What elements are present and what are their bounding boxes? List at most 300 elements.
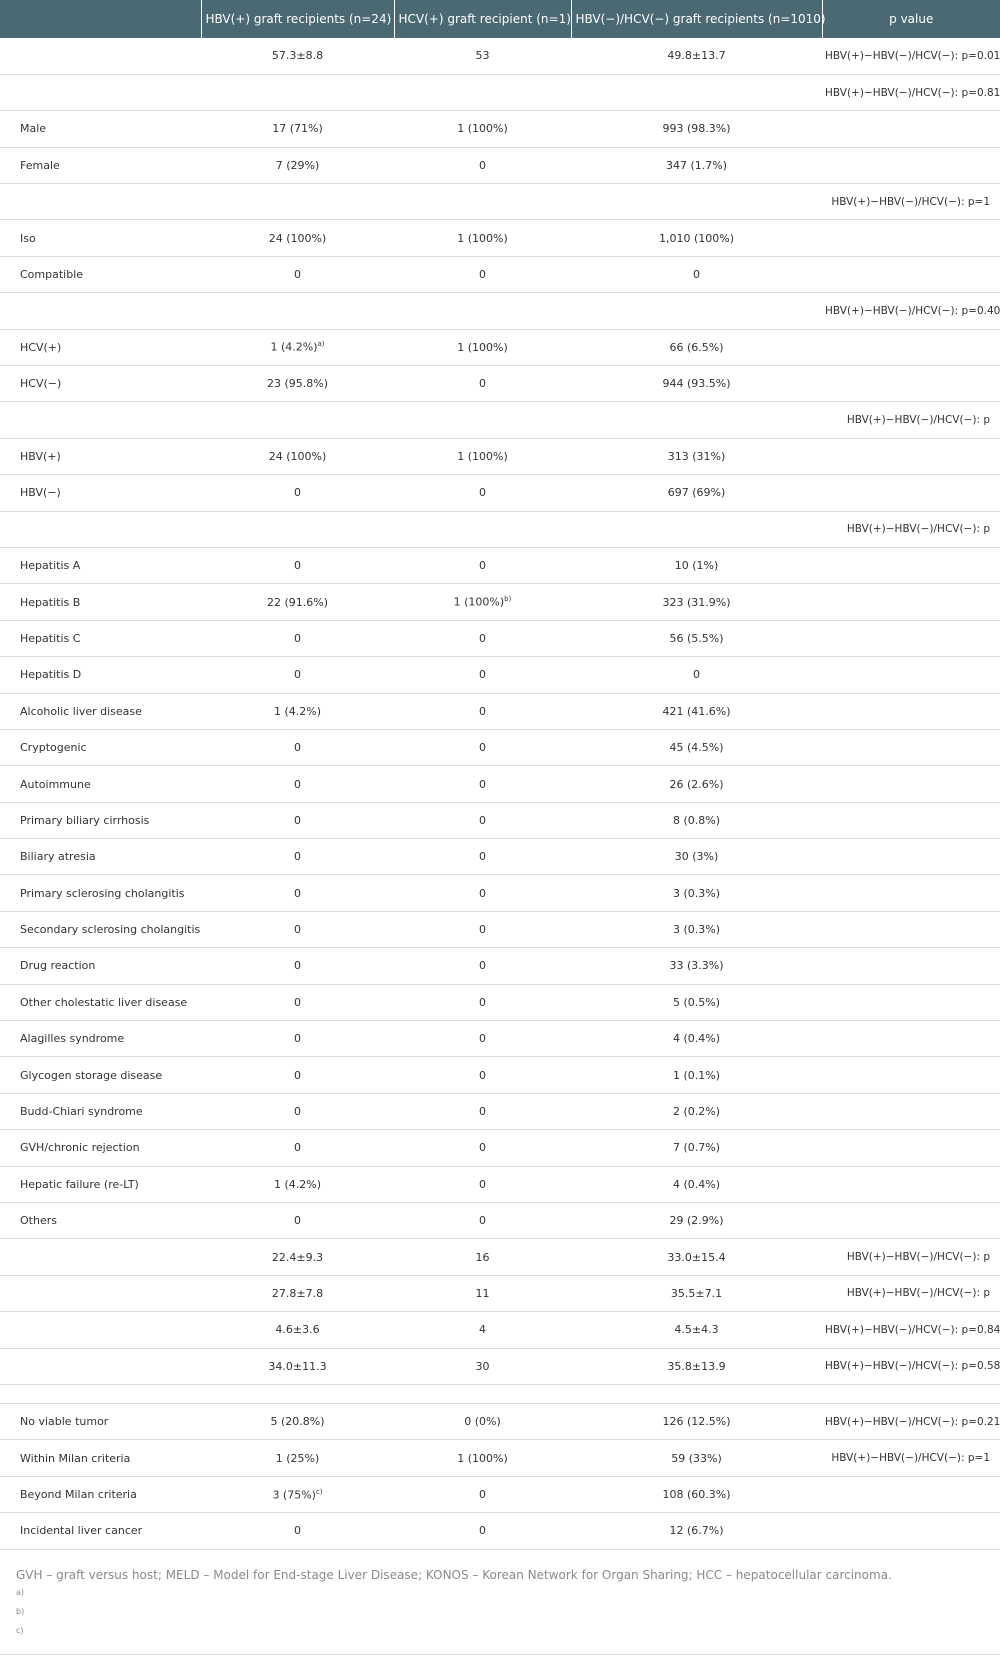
p-value-cell — [822, 1166, 1000, 1202]
hcv-positive-cell-text: 53 — [475, 49, 490, 63]
hbv-positive-cell — [201, 1203, 394, 1239]
row-label-cell — [0, 475, 201, 511]
negative-cell — [571, 1403, 822, 1439]
p-value-cell-text: HBV(+)−HBV(−)/HCV(−): p=0.21 — [825, 1415, 1000, 1428]
row-label-cell-text: Primary sclerosing cholangitis — [20, 886, 185, 900]
hcv-positive-cell — [394, 184, 571, 220]
table-row — [0, 948, 1000, 984]
negative-cell — [571, 948, 822, 984]
hcv-positive-cell-text: 0 — [479, 377, 486, 391]
hcv-positive-cell — [394, 329, 571, 365]
row-label-cell — [0, 147, 201, 183]
table-row — [0, 438, 1000, 474]
negative-cell — [571, 584, 822, 620]
row-label-cell-text: HBV(−) — [20, 486, 61, 500]
negative-cell-text: 66 (6.5%) — [669, 340, 724, 354]
table-row — [0, 293, 1000, 329]
hcv-positive-cell — [394, 74, 571, 110]
hcv-positive-cell — [394, 366, 571, 402]
hbv-positive-cell — [201, 584, 394, 620]
table-row — [0, 147, 1000, 183]
negative-cell-text: 30 (3%) — [674, 850, 719, 864]
negative-cell-text: 56 (5.5%) — [669, 631, 724, 645]
negative-cell-text: 49.8±13.7 — [667, 49, 726, 63]
negative-cell — [571, 1513, 822, 1549]
negative-cell — [571, 984, 822, 1020]
hcv-positive-cell — [394, 256, 571, 292]
p-value-cell — [822, 802, 1000, 838]
row-label-cell — [0, 911, 201, 947]
hbv-positive-cell — [201, 1021, 394, 1057]
p-value-cell-text: HBV(+)−HBV(−)/HCV(−): p=0.84 — [825, 1323, 1000, 1336]
hcv-positive-cell — [394, 475, 571, 511]
table-row — [0, 839, 1000, 875]
spacer-row — [0, 1384, 1000, 1403]
table-row — [0, 657, 1000, 693]
row-label-cell-text: Drug reaction — [20, 959, 96, 973]
row-label-cell-text: GVH/chronic rejection — [20, 1141, 140, 1155]
p-value-cell — [822, 948, 1000, 984]
p-value-cell — [822, 184, 1000, 220]
p-value-cell-text: HBV(+)−HBV(−)/HCV(−): p=0.58 — [825, 1360, 1000, 1373]
hbv-positive-cell-text: 0 — [294, 886, 301, 900]
hbv-positive-cell — [201, 1239, 394, 1275]
negative-cell — [571, 111, 822, 147]
hbv-positive-cell-text: 0 — [294, 813, 301, 827]
row-label-cell-text: Alagilles syndrome — [20, 1032, 125, 1046]
row-label-cell-text: Male — [20, 122, 47, 136]
hcv-positive-cell — [394, 1166, 571, 1202]
hbv-positive-cell — [201, 1093, 394, 1129]
p-value-cell — [822, 38, 1000, 74]
hcv-positive-cell — [394, 220, 571, 256]
hbv-positive-cell — [201, 147, 394, 183]
p-value-cell — [822, 1440, 1000, 1476]
p-value-cell — [822, 256, 1000, 292]
hcv-positive-cell-text: 0 — [479, 1524, 486, 1538]
p-value-cell-text: HBV(+)−HBV(−)/HCV(−): p — [846, 1251, 990, 1264]
row-label-cell — [0, 184, 201, 220]
p-value-cell — [822, 766, 1000, 802]
row-label-cell-text: Compatible — [20, 268, 84, 282]
p-value-cell-text: HBV(+)−HBV(−)/HCV(−): p=0.81 — [825, 86, 1000, 99]
hcv-positive-cell-text: 0 — [479, 886, 486, 900]
table-row — [0, 1476, 1000, 1512]
hcv-positive-cell — [394, 438, 571, 474]
negative-cell-text: 323 (31.9%) — [662, 595, 731, 609]
p-value-cell — [822, 220, 1000, 256]
hcv-positive-cell — [394, 38, 571, 74]
negative-cell — [571, 293, 822, 329]
hcv-positive-cell-text: 0 — [479, 813, 486, 827]
hbv-positive-cell-text: 22.4±9.3 — [271, 1250, 324, 1264]
p-value-cell — [822, 511, 1000, 547]
hbv-positive-cell — [201, 293, 394, 329]
row-label-cell — [0, 366, 201, 402]
spacer-cell — [394, 1384, 571, 1403]
row-label-cell — [0, 1093, 201, 1129]
row-label-cell — [0, 1312, 201, 1348]
hcv-positive-cell — [394, 584, 571, 620]
negative-cell-text: 33 (3.3%) — [669, 959, 724, 973]
hbv-positive-cell — [201, 1348, 394, 1384]
hbv-positive-cell-text: 4.6±3.6 — [275, 1323, 320, 1337]
hbv-positive-cell-text: 1 (25%) — [275, 1451, 320, 1465]
spacer-cell — [571, 1384, 822, 1403]
negative-cell-text: 10 (1%) — [674, 559, 719, 573]
negative-cell — [571, 620, 822, 656]
hbv-positive-cell-text: 24 (100%) — [268, 449, 327, 463]
hcv-positive-cell — [394, 875, 571, 911]
table-row — [0, 1348, 1000, 1384]
header-cell-hcv-positive: HCV(+) graft recipient (n=1) — [394, 0, 571, 38]
row-label-cell-text: Alcoholic liver disease — [20, 704, 142, 718]
hbv-positive-cell — [201, 38, 394, 74]
negative-cell — [571, 766, 822, 802]
hbv-positive-cell — [201, 184, 394, 220]
hcv-positive-cell-text: 1 (100%) — [453, 595, 505, 609]
table-row — [0, 729, 1000, 765]
hcv-positive-cell — [394, 1476, 571, 1512]
hcv-positive-cell-text: 0 — [479, 631, 486, 645]
hbv-positive-cell — [201, 875, 394, 911]
row-label-cell — [0, 402, 201, 438]
row-label-cell-text: Hepatitis C — [20, 631, 81, 645]
table-row — [0, 366, 1000, 402]
hcv-positive-cell — [394, 1275, 571, 1311]
hbv-positive-cell-text: 0 — [294, 959, 301, 973]
p-value-cell — [822, 1093, 1000, 1129]
hbv-positive-cell-text: 0 — [294, 777, 301, 791]
p-value-cell — [822, 475, 1000, 511]
hbv-positive-cell — [201, 220, 394, 256]
negative-cell — [571, 1166, 822, 1202]
hcv-positive-cell — [394, 911, 571, 947]
p-value-cell-text: HBV(+)−HBV(−)/HCV(−): p=1 — [831, 195, 990, 208]
negative-cell-text: 944 (93.5%) — [662, 377, 731, 391]
table-row — [0, 1130, 1000, 1166]
row-label-cell — [0, 438, 201, 474]
p-value-cell — [822, 1021, 1000, 1057]
negative-cell — [571, 911, 822, 947]
footnote-a: a) — [16, 1588, 25, 1597]
row-label-cell — [0, 293, 201, 329]
hbv-positive-cell — [201, 74, 394, 110]
negative-cell-text: 993 (98.3%) — [662, 122, 731, 136]
p-value-cell — [822, 111, 1000, 147]
hcv-positive-cell-text: 0 — [479, 704, 486, 718]
p-value-cell — [822, 1312, 1000, 1348]
hbv-positive-cell — [201, 438, 394, 474]
hbv-positive-cell — [201, 1275, 394, 1311]
negative-cell-text: 313 (31%) — [667, 449, 726, 463]
hbv-positive-cell-text: 0 — [294, 559, 301, 573]
row-label-cell — [0, 38, 201, 74]
row-label-cell-text: HBV(+) — [20, 449, 61, 463]
row-label-cell — [0, 1403, 201, 1439]
row-label-cell — [0, 1476, 201, 1512]
row-label-cell — [0, 111, 201, 147]
row-label-cell — [0, 256, 201, 292]
footnote-c: c) — [16, 1626, 24, 1635]
table-footer — [16, 1568, 986, 1643]
row-label-cell-text: Others — [20, 1214, 57, 1228]
row-label-cell — [0, 1239, 201, 1275]
negative-cell — [571, 693, 822, 729]
hbv-positive-cell — [201, 1312, 394, 1348]
hbv-positive-cell-text: 0 — [294, 631, 301, 645]
p-value-cell — [822, 911, 1000, 947]
hbv-positive-cell — [201, 1130, 394, 1166]
negative-cell — [571, 147, 822, 183]
p-value-cell-text: HBV(+)−HBV(−)/HCV(−): p=0.01 — [825, 49, 1000, 62]
negative-cell — [571, 1348, 822, 1384]
p-value-cell-text: HBV(+)−HBV(−)/HCV(−): p — [846, 523, 990, 536]
hcv-positive-cell — [394, 802, 571, 838]
hbv-positive-cell — [201, 329, 394, 365]
negative-cell — [571, 1275, 822, 1311]
table-row — [0, 256, 1000, 292]
footnote-b: b) — [16, 1607, 25, 1616]
p-value-cell — [822, 984, 1000, 1020]
negative-cell — [571, 438, 822, 474]
negative-cell-text: 108 (60.3%) — [662, 1487, 731, 1501]
hbv-positive-cell-text: 0 — [294, 1524, 301, 1538]
header-cell-label — [0, 0, 201, 38]
hbv-positive-cell — [201, 948, 394, 984]
p-value-cell — [822, 1275, 1000, 1311]
hcv-positive-cell — [394, 620, 571, 656]
row-label-cell-text: No viable tumor — [20, 1415, 109, 1429]
hbv-positive-cell — [201, 766, 394, 802]
hbv-positive-cell-text: 24 (100%) — [268, 231, 327, 245]
p-value-cell — [822, 657, 1000, 693]
p-value-cell-text: HBV(+)−HBV(−)/HCV(−): p — [846, 414, 990, 427]
row-label-cell-text: Hepatitis A — [20, 559, 81, 573]
negative-cell — [571, 74, 822, 110]
negative-cell — [571, 220, 822, 256]
hcv-positive-cell-text: 1 (100%) — [457, 231, 508, 245]
negative-cell-text: 29 (2.9%) — [669, 1214, 724, 1228]
hbv-positive-cell-text: 0 — [294, 486, 301, 500]
hbv-positive-cell — [201, 475, 394, 511]
row-label-cell — [0, 74, 201, 110]
negative-cell — [571, 366, 822, 402]
row-label-cell — [0, 547, 201, 583]
hcv-positive-cell — [394, 547, 571, 583]
hcv-positive-cell-text: 0 — [479, 995, 486, 1009]
row-label-cell — [0, 802, 201, 838]
negative-cell — [571, 1130, 822, 1166]
hbv-positive-cell — [201, 1513, 394, 1549]
negative-cell-text: 35.5±7.1 — [670, 1286, 723, 1300]
row-label-cell-text: Hepatitis D — [20, 668, 82, 682]
table-row — [0, 875, 1000, 911]
negative-cell — [571, 475, 822, 511]
row-label-cell — [0, 220, 201, 256]
hcv-positive-cell — [394, 1348, 571, 1384]
hcv-positive-cell — [394, 839, 571, 875]
hbv-positive-cell — [201, 620, 394, 656]
negative-cell — [571, 511, 822, 547]
hcv-positive-cell-text: 0 — [479, 268, 486, 282]
hbv-positive-cell-text: 1 (4.2%) — [270, 341, 318, 355]
table-row — [0, 1021, 1000, 1057]
spacer-cell — [201, 1384, 394, 1403]
hbv-positive-cell-text: 0 — [294, 995, 301, 1009]
header-row — [0, 0, 1000, 38]
p-value-cell — [822, 1203, 1000, 1239]
hbv-positive-cell — [201, 1166, 394, 1202]
hbv-positive-cell — [201, 256, 394, 292]
hcv-positive-cell-text: 0 — [479, 1068, 486, 1082]
table-row — [0, 511, 1000, 547]
hcv-positive-cell — [394, 657, 571, 693]
hcv-positive-cell-text: 4 — [479, 1323, 486, 1337]
negative-cell — [571, 38, 822, 74]
negative-cell — [571, 729, 822, 765]
p-value-cell — [822, 875, 1000, 911]
hcv-positive-cell — [394, 293, 571, 329]
hbv-positive-cell-text: 0 — [294, 1032, 301, 1046]
hbv-positive-cell — [201, 1057, 394, 1093]
hcv-positive-cell — [394, 1403, 571, 1439]
negative-cell-text: 126 (12.5%) — [662, 1415, 731, 1429]
row-label-cell-text: Autoimmune — [20, 777, 91, 791]
row-label-cell-text: Biliary atresia — [20, 850, 96, 864]
hbv-positive-cell-text: 0 — [294, 268, 301, 282]
table-row — [0, 184, 1000, 220]
row-label-cell — [0, 984, 201, 1020]
table-row — [0, 1275, 1000, 1311]
hbv-positive-cell-text: 23 (95.8%) — [266, 377, 329, 391]
hcv-positive-cell — [394, 1057, 571, 1093]
hcv-positive-cell — [394, 111, 571, 147]
row-label-cell-text: Glycogen storage disease — [20, 1068, 163, 1082]
hcv-positive-cell-text: 0 — [479, 959, 486, 973]
p-value-cell — [822, 1476, 1000, 1512]
p-value-cell — [822, 1348, 1000, 1384]
row-label-cell — [0, 1275, 201, 1311]
negative-cell-text: 0 — [693, 268, 700, 282]
negative-cell — [571, 1203, 822, 1239]
hcv-positive-cell-text: 1 (100%) — [457, 1451, 508, 1465]
hcv-positive-cell-text: 16 — [475, 1250, 490, 1264]
table-row — [0, 38, 1000, 74]
hcv-positive-cell — [394, 511, 571, 547]
hbv-positive-cell-text: 0 — [294, 1068, 301, 1082]
hbv-positive-cell-text: 34.0±11.3 — [268, 1359, 327, 1373]
hbv-positive-cell-text: 1 (4.2%) — [273, 704, 322, 718]
negative-cell-text: 26 (2.6%) — [669, 777, 724, 791]
negative-cell-text: 45 (4.5%) — [669, 741, 724, 755]
row-label-cell-text: HCV(+) — [20, 340, 62, 354]
p-value-cell — [822, 729, 1000, 765]
hcv-positive-cell — [394, 729, 571, 765]
hbv-positive-cell — [201, 693, 394, 729]
hbv-positive-cell — [201, 911, 394, 947]
hbv-positive-cell-text: 0 — [294, 741, 301, 755]
hbv-positive-cell-text: 0 — [294, 1105, 301, 1119]
hcv-positive-cell-text: 0 — [479, 1032, 486, 1046]
table-row — [0, 220, 1000, 256]
spacer-cell — [822, 1384, 1000, 1403]
row-label-cell-text: Beyond Milan criteria — [20, 1487, 137, 1501]
footnote-marker: c) — [315, 1487, 323, 1496]
hcv-positive-cell — [394, 948, 571, 984]
hcv-positive-cell-text: 0 — [479, 1105, 486, 1119]
hbv-positive-cell — [201, 1476, 394, 1512]
negative-cell — [571, 1021, 822, 1057]
hcv-positive-cell-text: 30 — [475, 1359, 490, 1373]
row-label-cell — [0, 1513, 201, 1549]
hbv-positive-cell-text: 57.3±8.8 — [271, 49, 324, 63]
row-label-cell — [0, 1203, 201, 1239]
row-label-cell — [0, 620, 201, 656]
row-label-cell — [0, 1021, 201, 1057]
hbv-positive-cell-text: 3 (75%) — [272, 1488, 316, 1502]
negative-cell-text: 4.5±4.3 — [674, 1323, 719, 1337]
hbv-positive-cell-text: 0 — [294, 1141, 301, 1155]
header-cell-negative: HBV(−)/HCV(−) graft recipients (n=1010) — [571, 0, 822, 38]
abbreviation-note: GVH – graft versus host; MELD – Model for End-stage Liver Disease; KONOS – Korean Network for Organ Sharing; HCC – hepatocellular carcinoma. — [16, 1568, 892, 1582]
row-label-cell-text: Female — [20, 158, 60, 172]
table-row — [0, 402, 1000, 438]
p-value-cell-text: HBV(+)−HBV(−)/HCV(−): p — [846, 1287, 990, 1300]
p-value-cell — [822, 293, 1000, 329]
negative-cell — [571, 1093, 822, 1129]
row-label-cell-text: Primary biliary cirrhosis — [20, 813, 150, 827]
hcv-positive-cell-text: 0 — [479, 850, 486, 864]
hbv-positive-cell — [201, 366, 394, 402]
hcv-positive-cell — [394, 1021, 571, 1057]
hcv-positive-cell — [394, 1093, 571, 1129]
hbv-positive-cell-text: 22 (91.6%) — [266, 595, 329, 609]
hcv-positive-cell — [394, 402, 571, 438]
hcv-positive-cell — [394, 1203, 571, 1239]
table-row — [0, 1403, 1000, 1439]
negative-cell — [571, 184, 822, 220]
table-row — [0, 984, 1000, 1020]
bottom-divider — [0, 1654, 1000, 1655]
p-value-cell — [822, 402, 1000, 438]
hcv-positive-cell — [394, 984, 571, 1020]
hcv-positive-cell-text: 0 — [479, 559, 486, 573]
p-value-cell — [822, 1403, 1000, 1439]
row-label-cell — [0, 766, 201, 802]
footnote-marker: b) — [504, 595, 512, 604]
table-row — [0, 911, 1000, 947]
table-row — [0, 766, 1000, 802]
hbv-positive-cell-text: 7 (29%) — [275, 158, 320, 172]
p-value-cell — [822, 366, 1000, 402]
negative-cell — [571, 1057, 822, 1093]
hcv-positive-cell-text: 0 — [479, 923, 486, 937]
table-row — [0, 547, 1000, 583]
negative-cell — [571, 657, 822, 693]
hbv-positive-cell-text: 27.8±7.8 — [271, 1286, 324, 1300]
hbv-positive-cell-text: 1 (4.2%) — [273, 1177, 322, 1191]
p-value-cell — [822, 584, 1000, 620]
p-value-cell — [822, 839, 1000, 875]
table-row — [0, 1239, 1000, 1275]
hbv-positive-cell — [201, 1440, 394, 1476]
hcv-positive-cell-text: 0 — [479, 741, 486, 755]
negative-cell — [571, 329, 822, 365]
hcv-positive-cell-text: 0 — [479, 1487, 486, 1501]
hcv-positive-cell — [394, 693, 571, 729]
hbv-positive-cell — [201, 111, 394, 147]
